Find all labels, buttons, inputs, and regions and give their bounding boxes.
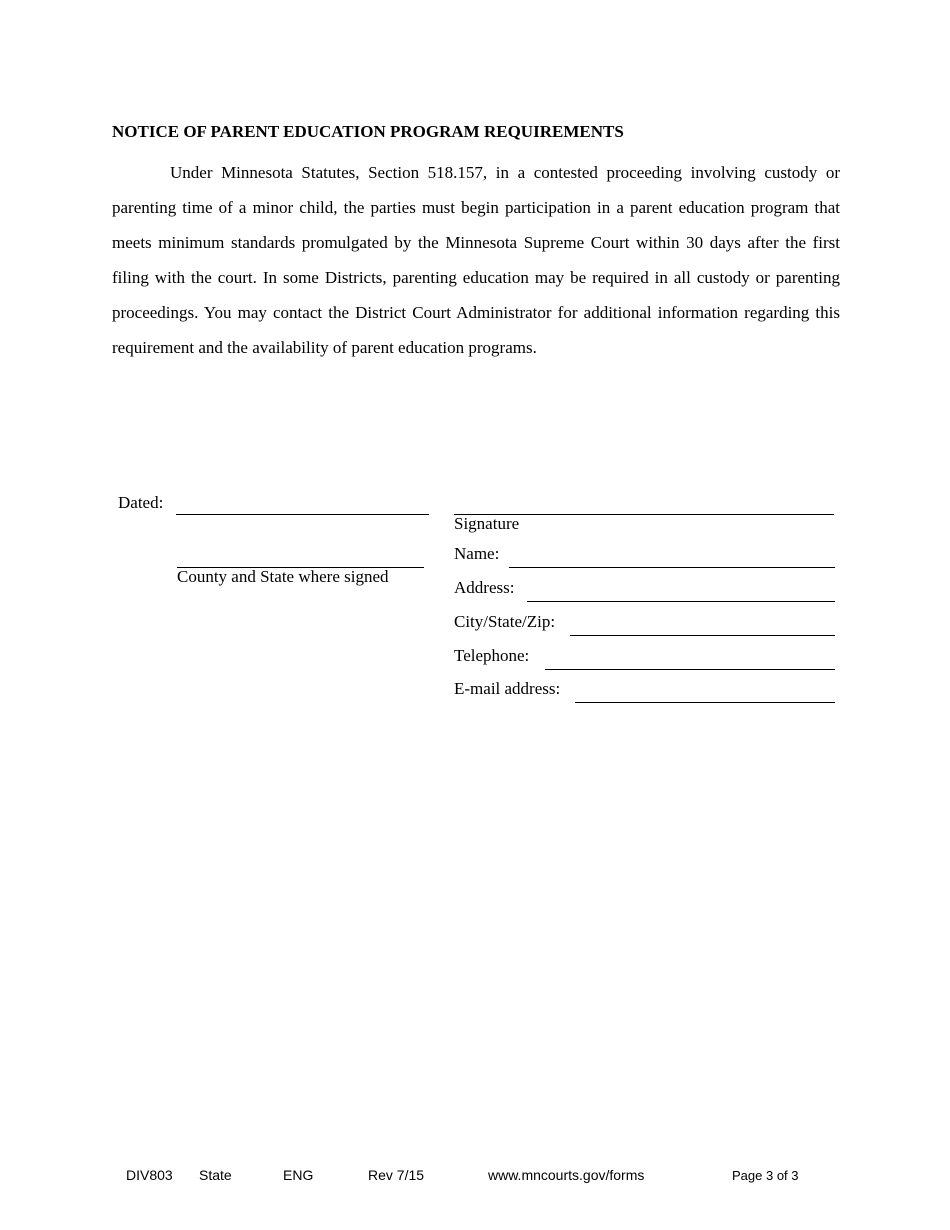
footer-page-number: Page 3 of 3 — [732, 1168, 799, 1183]
address-label: Address: — [454, 578, 515, 597]
notice-title: NOTICE OF PARENT EDUCATION PROGRAM REQUIREMENTS — [112, 122, 624, 141]
footer-language: ENG — [283, 1167, 314, 1183]
footer-form-id: DIV803 — [126, 1167, 173, 1183]
notice-body: Under Minnesota Statutes, Section 518.157, in a contested proceeding involving custody or parenting time of a minor child, the parties must begin participation in a parent education program that meets minimum standards promulgated by the Minnesota Supreme Court within 30 days after the first filing with the court. In some Districts, parenting education may be required in all custody or parenting proceedings. You may contact the District Court Administrator for additional information regarding this requirement and the availability of parent education programs. — [112, 163, 840, 357]
dated-label: Dated: — [118, 493, 164, 512]
county-state-label: County and State where signed — [177, 567, 389, 586]
footer-website[interactable]: www.mncourts.gov/forms — [488, 1167, 645, 1183]
city-state-zip-label: City/State/Zip: — [454, 612, 556, 631]
email-field[interactable] — [575, 702, 835, 703]
dated-field[interactable] — [176, 514, 429, 515]
telephone-field[interactable] — [545, 669, 835, 670]
city-state-zip-field[interactable] — [570, 635, 835, 636]
name-label: Name: — [454, 544, 500, 563]
signature-label: Signature — [454, 514, 520, 533]
footer-revision: Rev 7/15 — [368, 1167, 425, 1183]
telephone-label: Telephone: — [454, 646, 530, 665]
address-field[interactable] — [527, 601, 835, 602]
footer-jurisdiction: State — [199, 1167, 232, 1183]
email-label: E-mail address: — [454, 679, 561, 698]
name-field[interactable] — [509, 567, 835, 568]
